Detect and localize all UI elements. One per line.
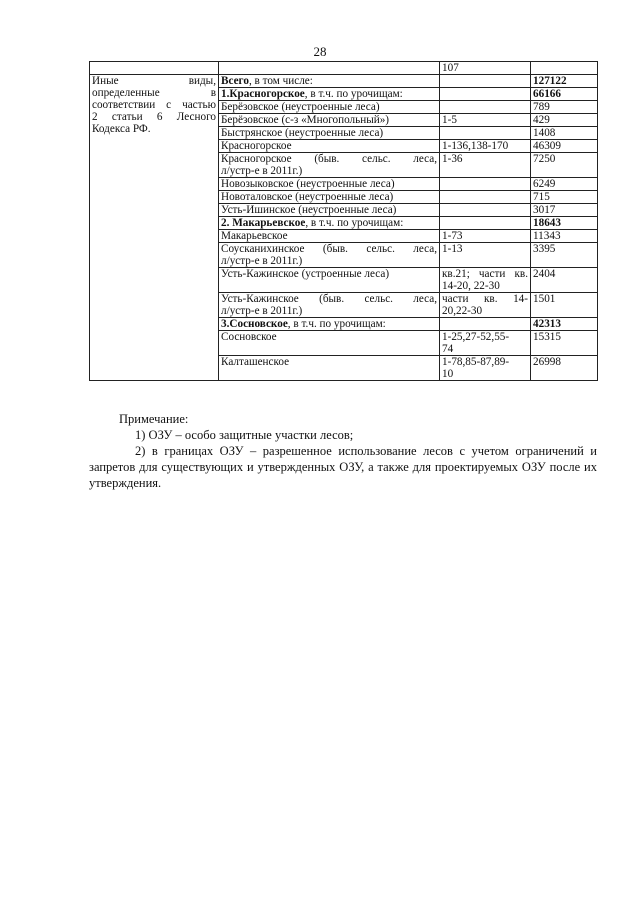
quarters-cell xyxy=(440,178,531,191)
area-cell: 46309 xyxy=(531,140,598,153)
quarters-cell: 1-5 xyxy=(440,114,531,127)
notes-section xyxy=(89,411,597,491)
tract-name-cell: Усть-Кажинское (быв. сельс. леса, л/устр-е в 2011г.) xyxy=(219,293,440,318)
tract-name-cell: Усть-Ишинское (неустроенные леса) xyxy=(219,204,440,217)
area-cell: 7250 xyxy=(531,153,598,178)
quarters-cell xyxy=(440,191,531,204)
area-cell: 127122 xyxy=(531,75,598,88)
tract-name-cell: Красногорское xyxy=(219,140,440,153)
area-cell: 15315 xyxy=(531,331,598,356)
notes-title: Примечание: xyxy=(119,412,189,426)
section-name-suffix: , в т.ч. по урочищам: xyxy=(287,318,386,330)
quarters-cell: кв.21; части кв. 14-20, 22-30 xyxy=(440,268,531,293)
tract-name-cell: Быстрянское (неустроенные леса) xyxy=(219,127,440,140)
tract-name-cell: Берёзовское (неустроенные леса) xyxy=(219,101,440,114)
area-cell: 3017 xyxy=(531,204,598,217)
table-cell xyxy=(531,62,598,75)
quarters-cell: 1-13 xyxy=(440,243,531,268)
area-cell: 18643 xyxy=(531,217,598,230)
forest-areas-table xyxy=(89,61,598,381)
tract-name-cell: Сосновское xyxy=(219,331,440,356)
quarters-cell: 1-36 xyxy=(440,153,531,178)
area-cell: 715 xyxy=(531,191,598,204)
area-cell: 6249 xyxy=(531,178,598,191)
page-number: 28 xyxy=(313,44,327,59)
section-name-suffix: , в т.ч. по урочищам: xyxy=(305,217,404,229)
area-cell: 3395 xyxy=(531,243,598,268)
quarters-cell: 1-78,85-87,89- 10 xyxy=(440,356,531,381)
quarters-cell xyxy=(440,101,531,114)
tract-name-cell: Макарьевское xyxy=(219,230,440,243)
section-name-cell xyxy=(219,318,440,331)
table-cell xyxy=(219,62,440,75)
quarters-cell: 1-25,27-52,55- 74 xyxy=(440,331,531,356)
section-name-cell xyxy=(219,75,440,88)
quarters-cell xyxy=(440,204,531,217)
tract-name-cell: Усть-Кажинское (устроенные леса) xyxy=(219,268,440,293)
area-cell: 26998 xyxy=(531,356,598,381)
note-item-2: 2) в границах ОЗУ – разрешенное использование лесов с учетом ограничений и запретов для существующих и утвержденных ОЗУ, а также для проектируемых ОЗУ после их утверждения. xyxy=(89,444,597,490)
area-cell: 42313 xyxy=(531,318,598,331)
area-cell: 1408 xyxy=(531,127,598,140)
quarters-cell xyxy=(440,217,531,230)
area-cell: 429 xyxy=(531,114,598,127)
table-row xyxy=(90,75,598,88)
section-name-bold: Всего xyxy=(221,75,249,87)
area-cell: 66166 xyxy=(531,88,598,101)
section-name-suffix: , в т.ч. по урочищам: xyxy=(304,88,403,100)
tract-name-cell: Калташенское xyxy=(219,356,440,381)
quarters-cell xyxy=(440,318,531,331)
table-cell: 107 xyxy=(440,62,531,75)
quarters-cell xyxy=(440,75,531,88)
category-cell: Иные виды, определенные в соответствии с частью 2 статьи 6 Лесного Кодекса РФ. xyxy=(90,75,219,381)
section-name-bold: 1.Красногорское xyxy=(221,88,305,100)
tract-name-cell: Новозыковское (неустроенные леса) xyxy=(219,178,440,191)
quarters-cell: 1-73 xyxy=(440,230,531,243)
section-name-cell xyxy=(219,217,440,230)
quarters-cell xyxy=(440,127,531,140)
tract-name-cell: Соусканихинское (быв. сельс. леса, л/устр-е в 2011г.) xyxy=(219,243,440,268)
area-cell: 789 xyxy=(531,101,598,114)
table-row xyxy=(90,62,598,75)
section-name-bold: 2. Макарьевское xyxy=(221,217,306,229)
section-name-suffix: , в том числе: xyxy=(248,75,313,87)
tract-name-cell: Берёзовское (с-з «Многопольный») xyxy=(219,114,440,127)
table-cell xyxy=(90,62,219,75)
note-item-1: 1) ОЗУ – особо защитные участки лесов; xyxy=(135,428,354,442)
quarters-cell xyxy=(440,88,531,101)
area-cell: 1501 xyxy=(531,293,598,318)
area-cell: 2404 xyxy=(531,268,598,293)
quarters-cell: 1-136,138-170 xyxy=(440,140,531,153)
quarters-cell: части кв. 14- 20,22-30 xyxy=(440,293,531,318)
area-cell: 11343 xyxy=(531,230,598,243)
section-name-bold: 3.Сосновское xyxy=(221,318,288,330)
tract-name-cell: Красногорское (быв. сельс. леса, л/устр-е в 2011г.) xyxy=(219,153,440,178)
tract-name-cell: Новоталовское (неустроенные леса) xyxy=(219,191,440,204)
section-name-cell xyxy=(219,88,440,101)
